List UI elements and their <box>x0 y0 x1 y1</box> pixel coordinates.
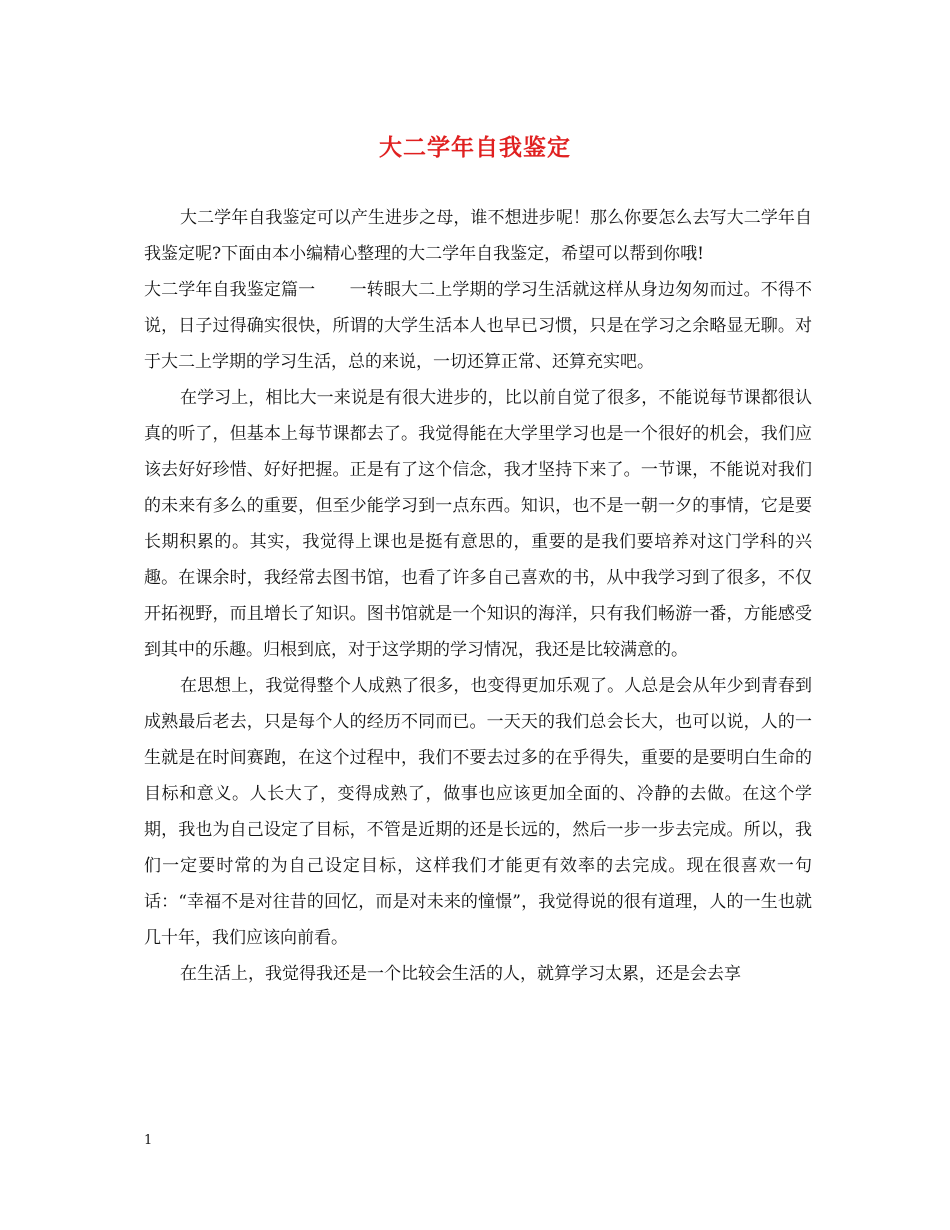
section-one-paragraph: 大二学年自我鉴定篇一 一转眼大二上学期的学习生活就这样从身边匆匆而过。不得不说，日子过得确实很快，所谓的大学生活本人也早已习惯，只是在学习之余略显无聊。对于大二上学期的学习生活，总的来说，一切还算正常、还算充实吧。 <box>144 280 812 372</box>
thought-paragraph: 在思想上，我觉得整个人成熟了很多，也变得更加乐观了。人总是会从年少到青春到成熟最后老去，只是每个人的经历不同而已。一天天的我们总会长大，也可以说，人的一生就是在时间赛跑，在这个过程中，我们不要去过多的在乎得失，重要的是要明白生命的目标和意义。人长大了，变得成熟了，做事也应该更加全面的、冷静的去做。在这个学期，我也为自己设定了目标，不管是近期的还是长远的，然后一步一步去完成。所以，我们一定要时常的为自己设定目标，这样我们才能更有效率的去完成。现在很喜欢一句话：“幸福不是对往昔的回忆，而是对未来的憧憬”，我觉得说的很有道理，人的一生也就几十年，我们应该向前看。 <box>144 676 812 948</box>
life-paragraph: 在生活上，我觉得我还是一个比较会生活的人，就算学习太累，还是会去享 <box>180 964 741 984</box>
document-body <box>144 200 812 992</box>
page-title: 大二学年自我鉴定 <box>379 134 571 161</box>
study-paragraph: 在学习上，相比大一来说是有很大进步的，比以前自觉了很多，不能说每节课都很认真的听了，但基本上每节课都去了。我觉得能在大学里学习也是一个很好的机会，我们应该去好好珍惜、好好把握。正是有了这个信念，我才坚持下来了。一节课，不能说对我们的未来有多么的重要，但至少能学习到一点东西。知识，也不是一朝一夕的事情，它是要长期积累的。其实，我觉得上课也是挺有意思的，重要的是我们要培养对这门学科的兴趣。在课余时，我经常去图书馆，也看了许多自己喜欢的书，从中我学习到了很多，不仅开拓视野，而且增长了知识。图书馆就是一个知识的海洋，只有我们畅游一番，方能感受到其中的乐趣。归根到底，对于这学期的学习情况，我还是比较满意的。 <box>144 388 812 660</box>
intro-paragraph: 大二学年自我鉴定可以产生进步之母，谁不想进步呢！那么你要怎么去写大二学年自我鉴定呢?下面由本小编精心整理的大二学年自我鉴定，希望可以帮到你哦! <box>144 208 812 264</box>
page-number: 1 <box>144 1133 153 1148</box>
